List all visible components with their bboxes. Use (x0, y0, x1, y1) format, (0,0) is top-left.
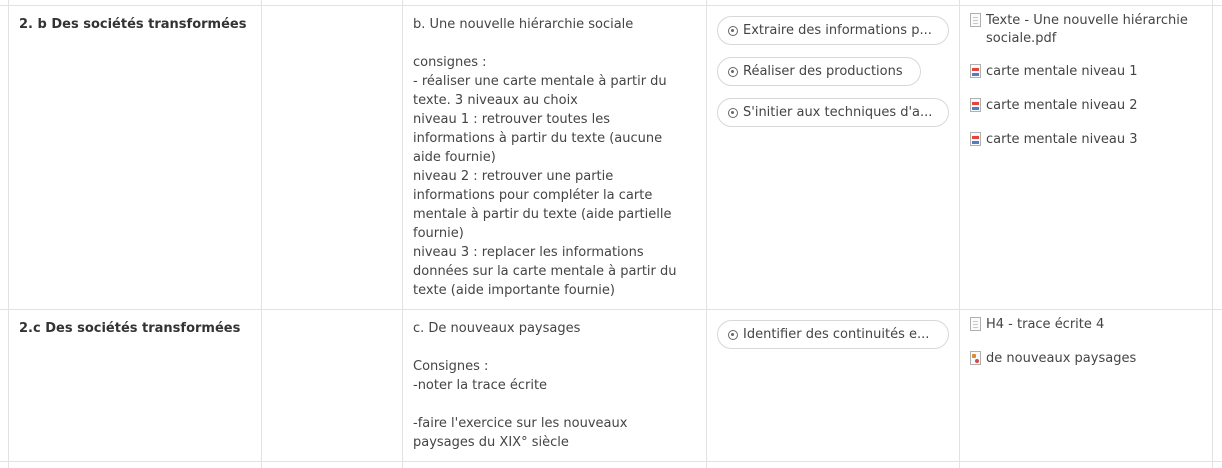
row-description: b. Une nouvelle hiérarchie sociale consignes : - réaliser une carte mentale à partir du texte. 3 niveaux au choix niveau 1 : retrouver toutes les informations à partir du texte (aucune aide fournie) niveau 2 : retrouver une partie informations pour compléter la carte mentale à partir du texte (aide partielle fournie) niveau 3 : replacer les informations données sur la carte mentale à partir du texte (aide importante fournie) (413, 17, 677, 298)
row-divider (0, 461, 1222, 462)
resource-label: H4 - trace écrite 4 (986, 317, 1105, 332)
document-file-icon (970, 132, 981, 146)
description-cell (413, 319, 703, 452)
exercise-file-icon (970, 351, 981, 365)
row-title-cell (19, 15, 254, 34)
skills-cell (717, 16, 952, 139)
skill-pill[interactable] (717, 320, 949, 349)
target-icon (728, 26, 738, 36)
pdf-file-icon (970, 13, 981, 27)
resource-label: carte mentale niveau 2 (986, 98, 1138, 113)
resource-link[interactable] (970, 97, 1210, 115)
target-icon (728, 67, 738, 77)
skill-label: Extraire des informations p... (743, 23, 932, 38)
resource-link[interactable] (970, 63, 1210, 81)
document-file-icon (970, 98, 981, 112)
row-title: 2.c Des sociétés transformées (19, 321, 241, 336)
table-row (0, 5, 1222, 309)
skill-pill[interactable] (717, 57, 921, 86)
row-description: c. De nouveaux paysages Consignes : -noter la trace écrite -faire l'exercice sur les nouveaux paysages du XIX° siècle (413, 321, 628, 450)
row-title-cell (19, 319, 254, 338)
skill-label: Identifier des continuités e... (743, 327, 930, 342)
resource-label: Texte - Une nouvelle hiérarchie sociale.pdf (986, 13, 1188, 46)
skill-label: S'initier aux techniques d'a... (743, 105, 933, 120)
target-icon (728, 108, 738, 118)
row-title: 2. b Des sociétés transformées (19, 17, 247, 32)
skill-label: Réaliser des productions (743, 64, 903, 79)
pdf-file-icon (970, 317, 981, 331)
resource-link[interactable] (970, 316, 1210, 334)
description-cell (413, 15, 703, 300)
resource-label: carte mentale niveau 1 (986, 64, 1138, 79)
resources-cell (970, 316, 1210, 384)
document-file-icon (970, 64, 981, 78)
skill-pill[interactable] (717, 16, 949, 45)
skills-cell (717, 320, 952, 361)
table-row (0, 309, 1222, 461)
resources-cell (970, 12, 1210, 165)
resource-link[interactable] (970, 12, 1210, 48)
target-icon (728, 330, 738, 340)
skill-pill[interactable] (717, 98, 949, 127)
resource-label: de nouveaux paysages (986, 351, 1137, 366)
resource-link[interactable] (970, 131, 1210, 149)
resource-link[interactable] (970, 350, 1210, 368)
resource-label: carte mentale niveau 3 (986, 132, 1138, 147)
